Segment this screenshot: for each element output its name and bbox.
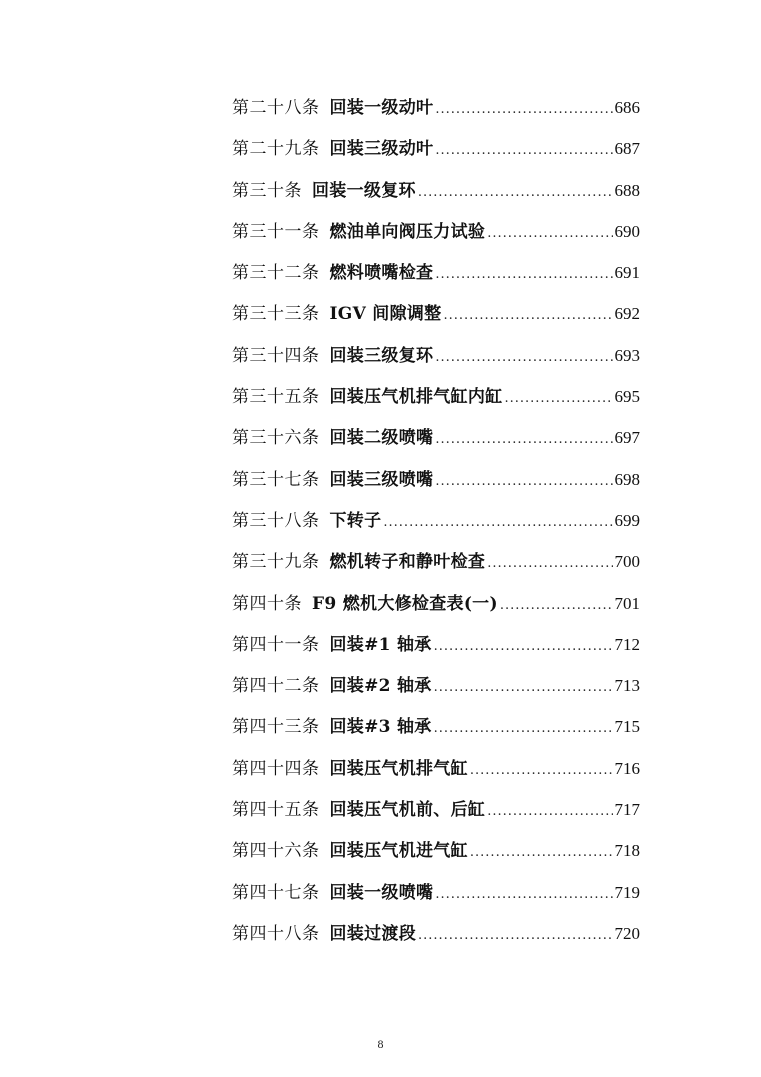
toc-entry[interactable] [232, 878, 640, 919]
toc-entry-number: 第三十一条 [232, 221, 320, 242]
toc-entry-number: 第三十八条 [232, 510, 320, 531]
toc-entry-title: 回装压气机前、后缸 [329, 800, 486, 821]
toc-dot-leader [443, 301, 612, 331]
toc-dot-leader [435, 425, 612, 455]
toc-entry-title: 回装三级喷嘴 [329, 469, 434, 490]
toc-entry-number: 第三十条 [232, 180, 302, 201]
toc-entry[interactable] [232, 836, 640, 877]
toc-entry-number: 第三十九条 [232, 552, 320, 573]
toc-entry-page: 699 [614, 510, 640, 530]
toc-entry-page: 693 [614, 345, 640, 365]
toc-entry-title: 回装#1 轴承 [329, 634, 432, 655]
toc-dot-leader [435, 880, 612, 910]
toc-entry-page: 720 [614, 923, 640, 943]
toc-entry-page: 695 [614, 387, 640, 407]
toc-entry-number: 第四十四条 [232, 758, 320, 779]
toc-dot-leader [434, 632, 613, 662]
toc-entry-title: 回装压气机排气缸 [329, 758, 468, 779]
toc-entry-page: 687 [614, 139, 640, 159]
toc-entry[interactable] [232, 217, 640, 258]
toc-entry-page: 686 [614, 98, 640, 117]
toc-dot-leader [434, 714, 613, 744]
toc-entry-number: 第三十二条 [232, 263, 320, 284]
toc-entry[interactable] [232, 506, 640, 547]
toc-dot-leader [435, 260, 612, 290]
toc-dot-leader [500, 591, 613, 621]
toc-entry[interactable] [232, 919, 640, 960]
toc-entry-number: 第三十三条 [232, 304, 320, 325]
toc-entry-title: 回装过渡段 [329, 923, 416, 944]
toc-dot-leader [487, 219, 612, 249]
toc-entry-number: 第四十五条 [232, 800, 320, 821]
toc-entry-page: 712 [614, 634, 640, 654]
toc-dot-leader [435, 467, 612, 497]
toc-entry[interactable] [232, 712, 640, 753]
toc-entry[interactable] [232, 671, 640, 712]
toc-entry-title: 回装三级动叶 [329, 139, 434, 160]
toc-entry-page: 715 [614, 717, 640, 737]
toc-entry-page: 701 [614, 593, 640, 613]
toc-entry-number: 第三十六条 [232, 428, 320, 449]
toc-dot-leader [383, 508, 612, 538]
toc-entry[interactable] [232, 754, 640, 795]
toc-dot-leader [418, 178, 613, 208]
toc-entry-title: 回装一级动叶 [329, 98, 434, 118]
toc-entry-title: 下转子 [329, 510, 382, 531]
toc-entry[interactable] [232, 176, 640, 217]
toc-entry[interactable] [232, 299, 640, 340]
toc-entry-title: 回装三级复环 [329, 345, 434, 366]
toc-dot-leader [435, 343, 612, 373]
toc-entry-number: 第二十九条 [232, 139, 320, 160]
toc-dot-leader [487, 797, 612, 827]
toc-dot-leader [434, 673, 613, 703]
page-number: 8 [377, 1037, 384, 1051]
toc-entry-number: 第四十条 [232, 593, 302, 614]
toc-entry-page: 691 [614, 263, 640, 283]
toc-entry-page: 718 [614, 841, 640, 861]
toc-entry[interactable] [232, 589, 640, 630]
toc-entry-title: 回装一级复环 [312, 180, 416, 201]
toc-entry-title: 回装压气机进气缸 [329, 841, 468, 862]
toc-entry[interactable] [232, 423, 640, 464]
toc-entry[interactable] [232, 382, 640, 423]
toc-dot-leader [505, 384, 613, 414]
toc-entry-title: F9 燃机大修检查表(一) [312, 593, 498, 614]
toc-dot-leader [470, 838, 613, 868]
toc-entry-title: 回装#3 轴承 [329, 717, 432, 738]
toc-entry[interactable] [232, 465, 640, 506]
toc-entry[interactable] [232, 547, 640, 588]
toc-entry-page: 690 [614, 221, 640, 241]
toc-entry-title: 回装一级喷嘴 [329, 882, 434, 903]
toc-entry-number: 第四十三条 [232, 717, 320, 738]
toc-entry-title: 燃料喷嘴检查 [329, 263, 434, 284]
table-of-contents [232, 93, 640, 960]
toc-entry[interactable] [232, 630, 640, 671]
toc-entry-number: 第四十七条 [232, 882, 320, 903]
toc-entry-number: 第四十一条 [232, 634, 320, 655]
toc-entry-title: 燃机转子和静叶检查 [329, 552, 486, 573]
toc-entry[interactable] [232, 341, 640, 382]
toc-entry-page: 719 [614, 882, 640, 902]
toc-dot-leader [470, 756, 613, 786]
toc-entry-number: 第三十四条 [232, 345, 320, 366]
toc-entry[interactable] [232, 93, 640, 134]
toc-entry-page: 713 [614, 676, 640, 696]
toc-entry-number: 第四十八条 [232, 923, 320, 944]
toc-entry-number: 第二十八条 [232, 98, 320, 118]
toc-entry[interactable] [232, 258, 640, 299]
toc-entry-page: 697 [614, 428, 640, 448]
toc-entry-number: 第四十二条 [232, 676, 320, 697]
toc-entry-page: 692 [614, 304, 640, 324]
toc-entry-title: 燃油单向阀压力试验 [329, 221, 486, 242]
toc-dot-leader [418, 921, 613, 951]
toc-entry-title: 回装压气机排气缸内缸 [329, 387, 503, 408]
toc-entry-title: IGV 间隙调整 [329, 304, 442, 325]
toc-entry[interactable] [232, 795, 640, 836]
toc-dot-leader [435, 136, 612, 166]
toc-entry-number: 第三十七条 [232, 469, 320, 490]
toc-dot-leader [487, 549, 612, 579]
toc-dot-leader [435, 95, 612, 125]
toc-entry-page: 698 [614, 469, 640, 489]
toc-entry-title: 回装#2 轴承 [329, 676, 432, 697]
toc-entry-number: 第四十六条 [232, 841, 320, 862]
toc-entry-page: 717 [614, 800, 640, 820]
toc-entry[interactable] [232, 134, 640, 175]
toc-entry-page: 700 [614, 552, 640, 572]
toc-entry-page: 716 [614, 758, 640, 778]
toc-entry-title: 回装二级喷嘴 [329, 428, 434, 449]
toc-entry-number: 第三十五条 [232, 387, 320, 408]
toc-entry-page: 688 [614, 180, 640, 200]
